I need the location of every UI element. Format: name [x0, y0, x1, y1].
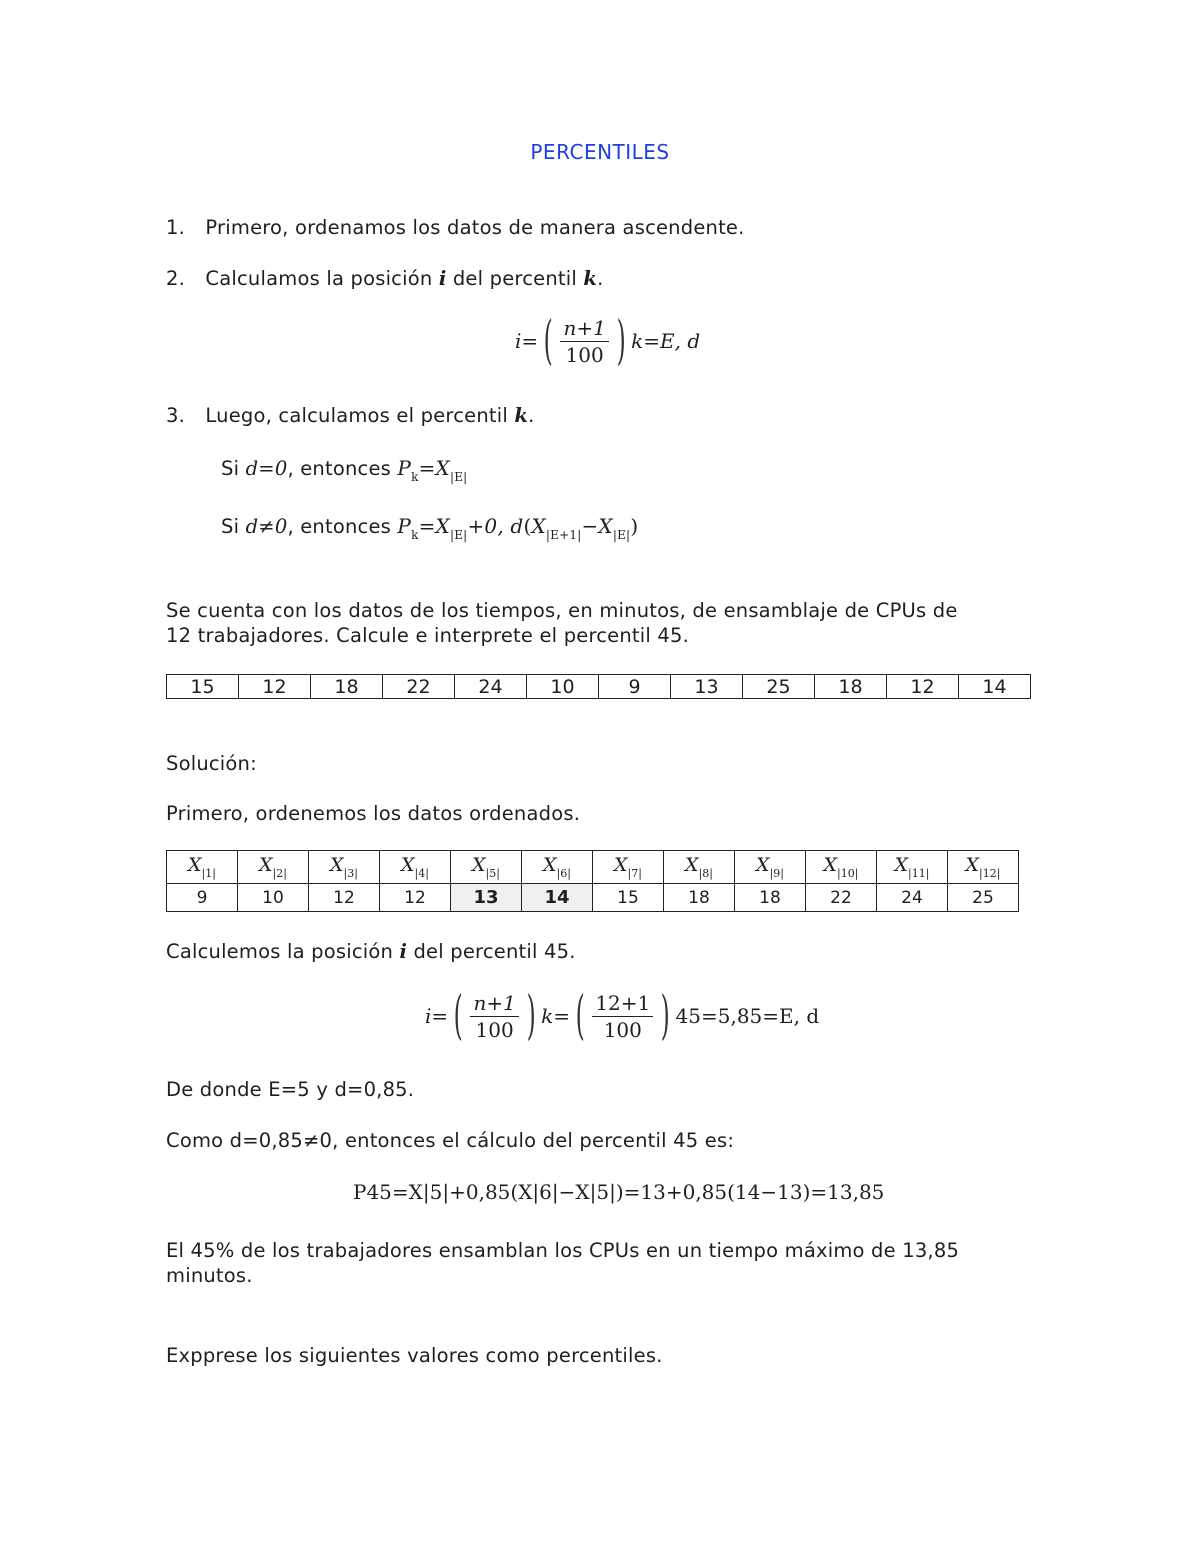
period: .	[528, 404, 535, 427]
formula-mid: k=	[541, 1004, 571, 1028]
value-cell: 15	[593, 884, 664, 912]
header-cell: $X_{|1|}$	[167, 851, 238, 884]
value-cell: 22	[806, 884, 877, 912]
problem-line-1: Se cuenta con los datos de los tiempos, en minutos, de ensamblaje de CPUs de	[166, 599, 958, 622]
como-text: Como d=0,85≠0, entonces el cálculo del percentil 45 es:	[166, 1129, 735, 1152]
step-1-number: 1.	[166, 216, 186, 239]
problem-line-2: 12 trabajadores. Calcule e interprete el percentil 45.	[166, 624, 690, 647]
fraction	[470, 991, 518, 1042]
header-cell: $X_{|7|}$	[593, 851, 664, 884]
header-cell: $X_{|9|}$	[735, 851, 806, 884]
position-text	[166, 940, 576, 963]
fraction-denominator: 100	[603, 1017, 642, 1042]
step-1-text: Primero, ordenamos los datos de manera ascendente.	[205, 216, 745, 239]
step-2-text-b: del percentil	[452, 267, 577, 290]
data-cell: 12	[239, 675, 311, 699]
table-row	[167, 675, 1031, 699]
step-1	[166, 216, 745, 239]
header-cell: $X_{|10|}$	[806, 851, 877, 884]
header-cell: $X_{|6|}$	[522, 851, 593, 884]
page-title: PERCENTILES	[530, 140, 670, 164]
conclusion-line-1: El 45% de los trabajadores ensamblan los CPUs en un tiempo máximo de 13,85	[166, 1239, 960, 1262]
step-3-text: Luego, calculamos el percentil	[205, 404, 508, 427]
value-cell: 24	[877, 884, 948, 912]
data-table	[166, 674, 1031, 699]
left-paren: (	[543, 311, 553, 371]
data-cell: 14	[959, 675, 1031, 699]
fraction-numerator: n+1	[470, 991, 518, 1017]
formula-lhs: i=	[515, 329, 539, 353]
condition-2-text: , entonces	[287, 515, 392, 538]
header-cell: $X_{|11|}$	[877, 851, 948, 884]
highlighted-value-cell: 13	[451, 884, 522, 912]
var-k: k	[583, 267, 598, 290]
formula-lhs: i=	[425, 1004, 449, 1028]
fraction-numerator: 12+1	[592, 991, 653, 1017]
value-cell: 18	[664, 884, 735, 912]
position-calculation	[425, 986, 820, 1046]
where-text: De donde E=5 y d=0,85.	[166, 1078, 415, 1101]
condition-1-result: $P_k=X_{|E|}$	[397, 456, 468, 484]
solution-label: Solución:	[166, 752, 257, 775]
condition-1-math: d=0	[245, 457, 288, 480]
value-cell: 10	[238, 884, 309, 912]
left-paren: (	[453, 986, 463, 1046]
header-cell: $X_{|4|}$	[380, 851, 451, 884]
header-cell: $X_{|12|}$	[948, 851, 1019, 884]
value-cell: 9	[167, 884, 238, 912]
right-paren: )	[660, 986, 670, 1046]
var-i: i	[438, 267, 447, 290]
header-cell: $X_{|2|}$	[238, 851, 309, 884]
data-cell: 18	[311, 675, 383, 699]
formula-rhs: k=E, d	[631, 329, 701, 353]
fraction-denominator: 100	[565, 342, 604, 367]
right-paren: )	[526, 986, 536, 1046]
value-cell: 12	[309, 884, 380, 912]
header-cell: $X_{|3|}$	[309, 851, 380, 884]
data-cell: 24	[455, 675, 527, 699]
data-cell: 15	[167, 675, 239, 699]
var-k: k	[514, 404, 529, 427]
data-cell: 10	[527, 675, 599, 699]
condition-2-result: $P_k=X_{|E|}+0$, $d(X_{|E+1|}-X_{|E|})$	[397, 514, 639, 542]
position-text-a: Calculemos la posición	[166, 940, 394, 963]
express-text: Expprese los siguientes valores como percentiles.	[166, 1344, 663, 1367]
data-cell: 13	[671, 675, 743, 699]
step-3-number: 3.	[166, 404, 186, 427]
step-3	[166, 404, 535, 427]
percentile-calculation: P45=X|5|+0,85(X|6|−X|5|)=13+0,85(14−13)=13,85	[353, 1180, 885, 1204]
condition-2-math: d≠0	[245, 515, 288, 538]
step-2	[166, 267, 604, 290]
condition-1	[221, 456, 467, 484]
condition-1-si: Si	[221, 457, 240, 480]
data-cell: 12	[887, 675, 959, 699]
condition-2-si: Si	[221, 515, 240, 538]
condition-1-text: , entonces	[287, 457, 392, 480]
header-cell: $X_{|8|}$	[664, 851, 735, 884]
table-value-row	[167, 884, 1019, 912]
position-formula	[515, 311, 701, 371]
period: .	[597, 267, 604, 290]
highlighted-value-cell: 14	[522, 884, 593, 912]
right-paren: )	[616, 311, 626, 371]
var-i: i	[399, 940, 408, 963]
fraction	[592, 991, 653, 1042]
table-header-row	[167, 851, 1019, 884]
data-cell: 18	[815, 675, 887, 699]
value-cell: 12	[380, 884, 451, 912]
condition-2	[221, 514, 638, 542]
fraction-denominator: 100	[475, 1017, 514, 1042]
position-text-b: del percentil 45.	[413, 940, 576, 963]
formula-rhs: 45=5,85=E, d	[675, 1004, 820, 1028]
sorted-table	[166, 850, 1019, 912]
header-cell: $X_{|5|}$	[451, 851, 522, 884]
value-cell: 18	[735, 884, 806, 912]
data-cell: 9	[599, 675, 671, 699]
fraction	[560, 316, 608, 367]
fraction-numerator: n+1	[560, 316, 608, 342]
data-cell: 25	[743, 675, 815, 699]
value-cell: 25	[948, 884, 1019, 912]
data-cell: 22	[383, 675, 455, 699]
order-text: Primero, ordenemos los datos ordenados.	[166, 802, 581, 825]
conclusion-line-2: minutos.	[166, 1264, 253, 1287]
step-2-number: 2.	[166, 267, 186, 290]
left-paren: (	[575, 986, 585, 1046]
step-2-text: Calculamos la posición	[205, 267, 433, 290]
